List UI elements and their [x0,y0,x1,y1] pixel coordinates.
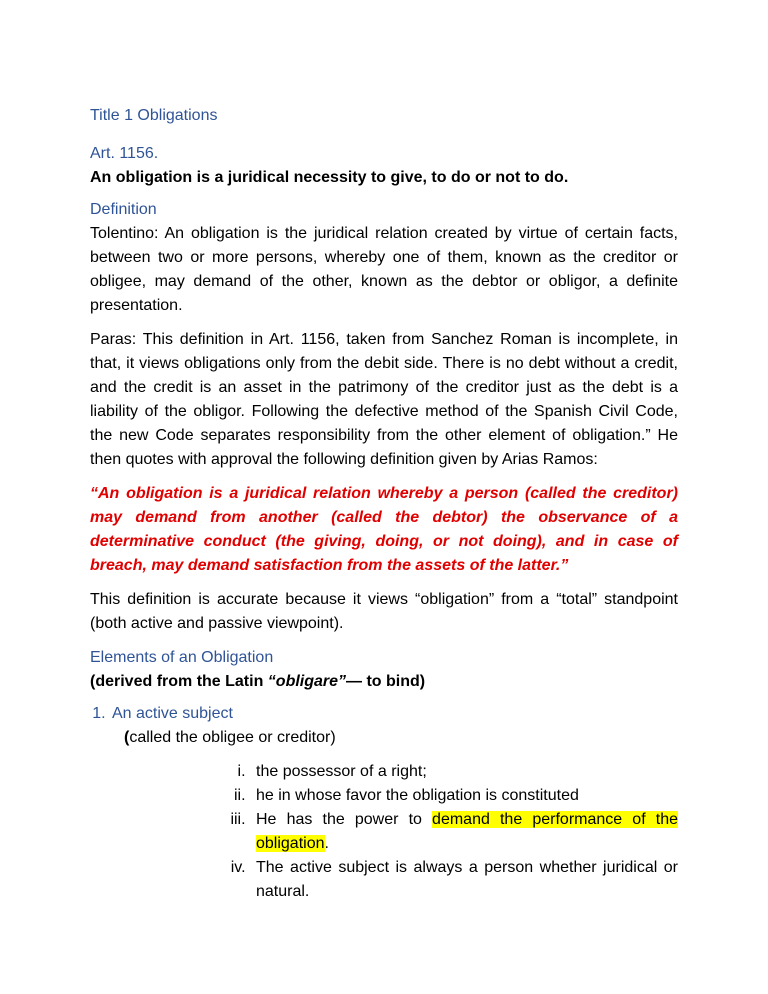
element-sublabel [112,726,678,750]
elements-derivation [90,670,678,694]
sublabel-text: called the obligee or creditor) [129,729,336,746]
highlight-text: obligation [256,835,325,852]
point-suffix: . [324,835,329,852]
point-prefix: He has the power to [256,811,433,828]
arias-ramos-quote: “An obligation is a juridical relation whereby a person (called the creditor) may demand from another (called the debtor) the observance of a determinative conduct (the giving, doing, or not doing), and in case of breach, may demand satisfaction from the assets of the latter.” [90,485,678,574]
highlight-text: demand the performance of the [432,811,679,828]
document-title: Title 1 Obligations [90,107,218,124]
definition-comment: This definition is accurate because it views “obligation” from a “total” standpoint (both active and passive viewpoint). [90,591,678,632]
sublabel-paren: ( [124,729,130,746]
derivation-suffix: — to bind) [346,673,426,690]
article-number: Art. 1156. [90,145,159,162]
list-item [250,808,678,856]
list-item: i. the possessor of a right; [250,760,678,784]
definition-heading: Definition [90,201,157,218]
elements-heading: Elements of an Obligation [90,649,274,666]
derivation-prefix: (derived from the Latin [90,673,268,690]
list-item [110,702,678,904]
tolentino-paragraph: Tolentino: An obligation is the juridical relation created by virtue of certain facts, between two or more persons, whereby one of them, known as the creditor or obligee, may demand of the other, known as the debtor or obligor, a definite presentation. [90,225,678,314]
derivation-term: “obligare” [267,673,347,690]
elements-list [90,702,678,904]
list-item: ii. he in whose favor the obligation is constituted [250,784,678,808]
paras-paragraph: Paras: This definition in Art. 1156, taken from Sanchez Roman is incomplete, in that, it views obligations only from the debit side. There is no debt without a credit, and the credit is an asset in the patrimony of the creditor just as the debt is a liability of the obligor. Following the defective method of the Spanish Civil Code, the new Code separates responsibility from the other element of obligation.” He then quotes with approval the following definition given by Arias Ramos: [90,331,678,468]
element-points [112,760,678,904]
element-label: An active subject [112,705,233,722]
list-item: iv. The active subject is always a person whether juridical or natural. [250,856,678,904]
article-text: An obligation is a juridical necessity to give, to do or not to do. [90,169,569,186]
